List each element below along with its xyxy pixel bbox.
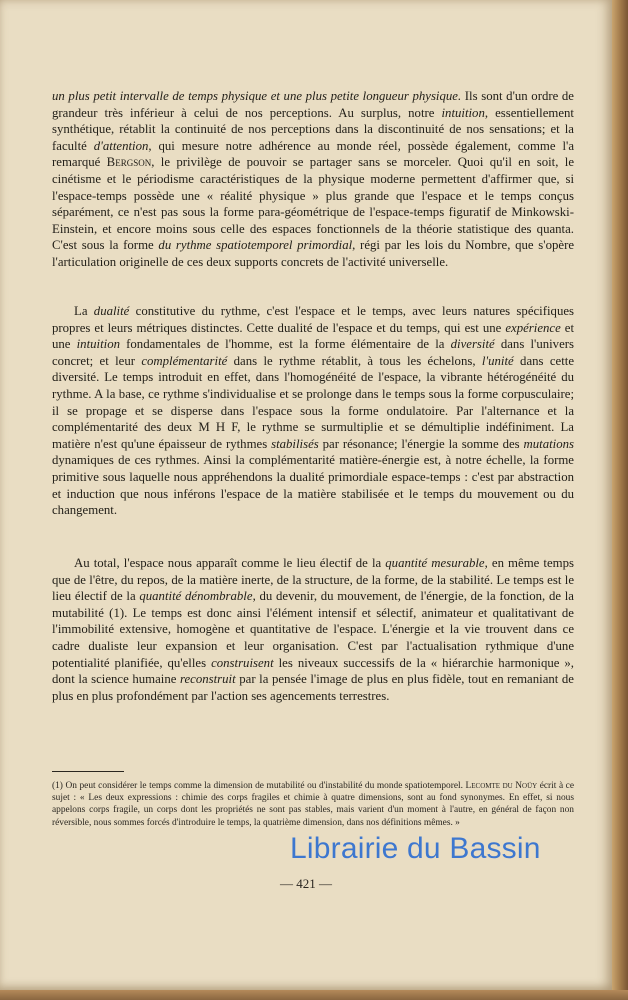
footnote-divider xyxy=(52,771,124,772)
paragraph-1: un plus petit intervalle de temps physique et une plus petite longueur physique. Ils sont d'un ordre de grandeur très inférieur à celui de nos perceptions. Au surplus, notre intuition, essentiellement synthétique, rétablit la continuité de nos perceptions dans la discontinuité de nos sensations; et la faculté d'attention, qui mesure notre adhérence au monde réel, possède également, comme l'a remarqué Bergson, le privilège de pouvoir se partager sans se morceler. Quoi qu'il en soit, le cinétisme et le périodisme caractéristiques de la physique moderne permettent d'affirmer que, si l'espace-temps possède une « réalité physique » plus grande que l'espace et le temps conçus séparément, ce n'est pas sous la forme para-géométrique de l'espace-temps figuratif de Minkowski-Einstein, et encore moins sous celle des espaces fonctionnels de la théorie statistique des quanta. C'est sous la forme du rythme spatiotemporel primordial, régi par les lois du Nombre, que s'opère l'articulation originelle de ces deux supports concrets de l'activité universelle. xyxy=(52,89,575,269)
page-edge xyxy=(612,0,628,1000)
page-bottom-edge xyxy=(0,990,628,1000)
paragraph-3: Au total, l'espace nous apparaît comme le lieu électif de la quantité mesurable, en même temps que de l'être, du repos, de la matière inerte, de la structure, de la forme, de la stabilité. Le temps est le lieu électif de la quantité dénombrable, du devenir, du mouvement, de l'énergie, de la fonction, de la mutabilité (1). Le temps est donc ainsi l'élément intensif et sélectif, animateur et qualitativant de l'immobilité extensive, homogène et quantitative de l'espace. L'énergie et la vie trouvent dans ce cadre dualiste leur expansion et leur organisation. C'est par l'actualisation rythmique d'une potentialité planifiée, qu'elles construisent les niveaux successifs de la « hiérarchie harmonique », dont la science humaine reconstruit par la pensée l'image de plus en plus fidèle, tout en remaniant de plus en plus profondément par l'action ses agencements terrestres. xyxy=(52,556,575,703)
footnote: (1) On peut considérer le temps comme la dimension de mutabilité ou d'instabilité du monde spatiotemporel. Lecomte du Noüy écrit à ce sujet : « Les deux expressions : chimie des corps fragiles et chimie à quatre dimensions, sont au fond synonymes. En effet, si nous appelons corps fragile, un corps dont les propriétés ne sont pas stables, mais varient d'un moment à l'autre, en général de façon non réversible, nous sommes forcés d'introduire le temps, la quatrième dimension, dans nos définitions mêmes. » xyxy=(52,781,574,828)
page-number: — 421 — xyxy=(280,876,332,891)
watermark: Librairie du Bassin xyxy=(290,832,541,865)
paragraph-2: La dualité constitutive du rythme, c'est l'espace et le temps, avec leurs natures spécifiques propres et leurs métriques distinctes. Cette dualité de l'espace et du temps, qui est une expérience et une intuition fondamentales de l'homme, est la forme élémentaire de la diversité dans l'univers concret; et leur complémentarité dans le rythme rétablit, à tous les échelons, l'unité dans cette diversité. Le temps introduit en effet, dans l'homogénéité de l'espace, la vibrante hétérogénéité du rythme. A la base, ce rythme s'individualise et se prolonge dans le temps sous la forme corpusculaire; il se propage et se disperse dans l'espace sous la forme ondulatoire. Par l'alternance et la complémentarité des deux M H F, le rythme se surmultiplie et se démultiplie indéfiniment. La matière n'est qu'une épaisseur de rythmes stabilisés par résonance; l'énergie la somme des mutations dynamiques de ces rythmes. Ainsi la complémentarité matière-énergie est, à notre échelle, la forme primitive sous laquelle nous appréhendons la dualité primordiale espace-temps : c'est par abstraction et induction que nous inférons l'espace de la matière stabilisée et le temps du mouvement ou du changement. xyxy=(52,304,575,518)
